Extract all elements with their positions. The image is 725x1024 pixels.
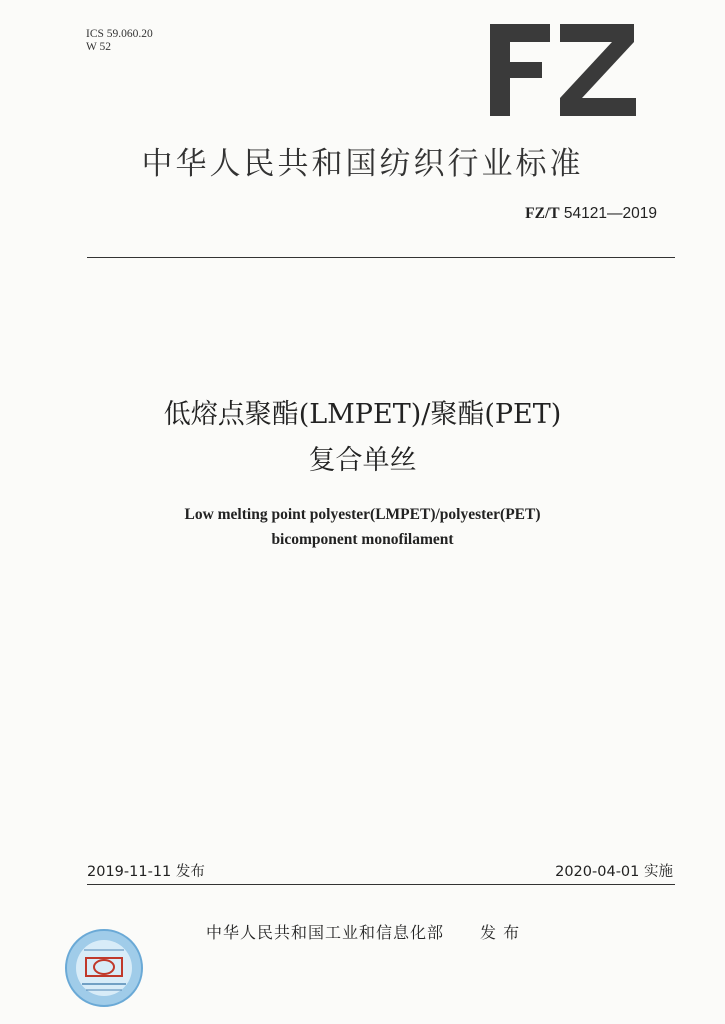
top-divider	[87, 257, 675, 258]
publish-label: 发 布	[480, 923, 521, 942]
title-chinese	[0, 392, 725, 484]
implementation-date: 2020-04-01	[555, 864, 640, 880]
issue-date-line	[87, 860, 205, 881]
standard-number	[525, 205, 657, 223]
ccs-code: W 52	[86, 41, 112, 53]
publisher-line	[206, 920, 520, 943]
standard-code: FZ/T	[525, 205, 560, 222]
stamp-seal-icon	[64, 928, 144, 1008]
fz-logo	[488, 20, 638, 120]
implementation-label: 实施	[644, 864, 673, 880]
title-english	[0, 502, 725, 552]
title-english-line1: Low melting point polyester(LMPET)/polyester(PET)	[184, 506, 541, 523]
implementation-date-line	[555, 860, 673, 881]
title-english-line2: bicomponent monofilament	[271, 531, 454, 548]
ics-code: ICS 59.060.20	[86, 28, 153, 40]
issue-label: 发布	[175, 864, 205, 880]
standard-number-value: 54121—2019	[563, 205, 657, 222]
standard-organization: 中华人民共和国纺织行业标准	[141, 146, 584, 182]
title-chinese-line1: 低熔点聚酯(LMPET)/聚酯(PET)	[163, 399, 562, 430]
bottom-divider	[87, 884, 675, 885]
publisher-name: 中华人民共和国工业和信息化部	[206, 923, 445, 942]
issue-date: 2019-11-11	[87, 864, 172, 880]
classification-codes	[86, 28, 153, 54]
title-chinese-line2: 复合单丝	[308, 445, 417, 476]
